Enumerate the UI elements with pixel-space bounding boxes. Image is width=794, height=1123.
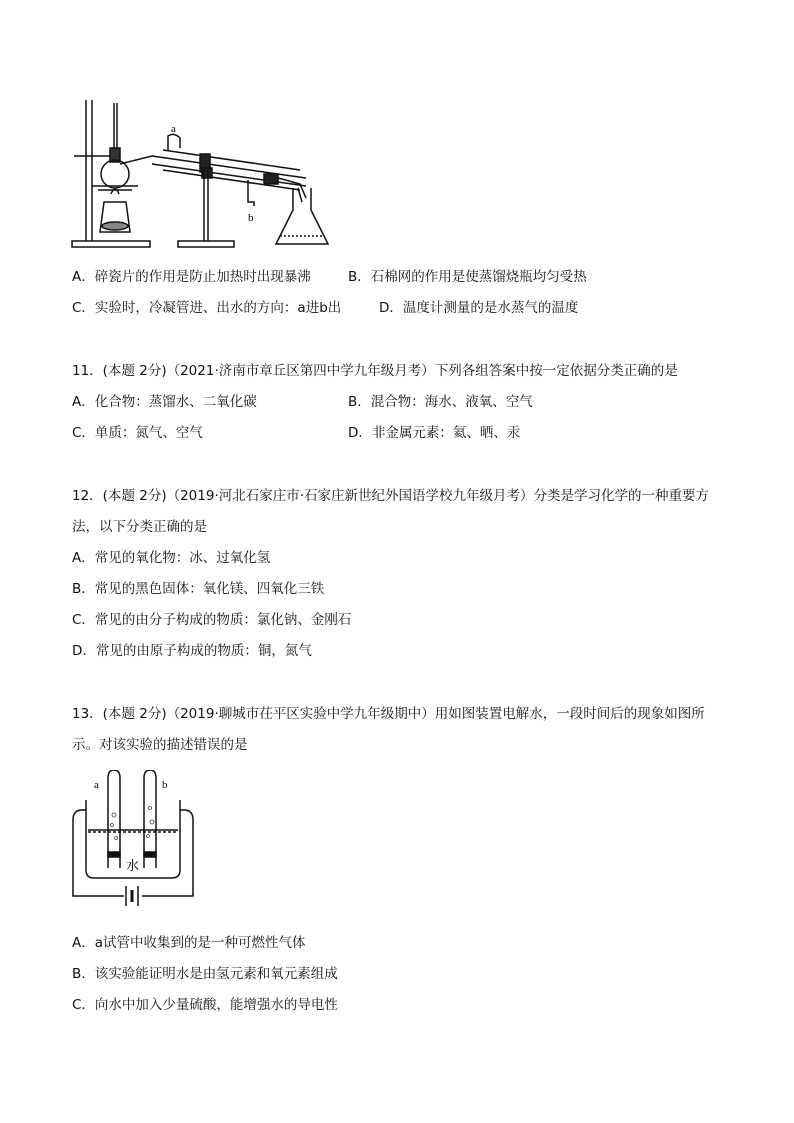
- q13-option-b: B．该实验能证明水是由氢元素和氧元素组成: [72, 966, 338, 982]
- electrolysis-apparatus-figure: [68, 770, 198, 920]
- q12-option-b: B．常见的黑色固体：氧化镁、四氧化三铁: [72, 581, 325, 597]
- label-a: a: [171, 123, 176, 135]
- q10-option-b: B．石棉网的作用是使蒸馏烧瓶均匀受热: [348, 269, 587, 285]
- q13-stem-line1: 13．(本题 2分)（2019·聊城市茌平区实验中学九年级期中）用如图装置电解水，一段时间后的现象如图所: [72, 706, 705, 722]
- q10-option-a: A．碎瓷片的作用是防止加热时出现暴沸: [72, 269, 311, 285]
- q12-stem-line1: 12．(本题 2分)（2019·河北石家庄市·石家庄新世纪外国语学校九年级月考）分类是学习化学的一种重要方: [72, 488, 710, 504]
- label-b: b: [248, 212, 254, 224]
- distillation-apparatus-figure: [68, 98, 368, 253]
- q13-option-a: A．a试管中收集到的是一种可燃性气体: [72, 935, 306, 951]
- q11-option-d: D．非金属元素：氦、晒、汞: [348, 425, 521, 441]
- q11-stem: 11．(本题 2分)（2021·济南市章丘区第四中学九年级月考）下列各组答案中按一定依据分类正确的是: [72, 363, 678, 379]
- q11-option-a: A．化合物：蒸馏水、二氧化碳: [72, 394, 257, 410]
- q10-option-c: C．实验时，冷凝管进、出水的方向：a进b出: [72, 300, 342, 316]
- q12-stem-line2: 法，以下分类正确的是: [72, 519, 207, 535]
- q10-option-d: D．温度计测量的是水蒸气的温度: [379, 300, 579, 316]
- q12-option-a: A．常见的氧化物：冰、过氧化氢: [72, 550, 271, 566]
- label-water: 水: [126, 858, 140, 873]
- label-b: b: [162, 779, 168, 791]
- q11-option-c: C．单质：氮气、空气: [72, 425, 203, 441]
- q11-option-b: B．混合物：海水、液氧、空气: [348, 394, 533, 410]
- q12-option-d: D．常见的由原子构成的物质：铜，氮气: [72, 643, 312, 659]
- q12-option-c: C．常见的由分子构成的物质：氯化钠、金刚石: [72, 612, 352, 628]
- label-a: a: [94, 779, 99, 791]
- q13-stem-line2: 示。对该实验的描述错误的是: [72, 737, 248, 753]
- q13-option-c: C．向水中加入少量硫酸，能增强水的导电性: [72, 997, 338, 1013]
